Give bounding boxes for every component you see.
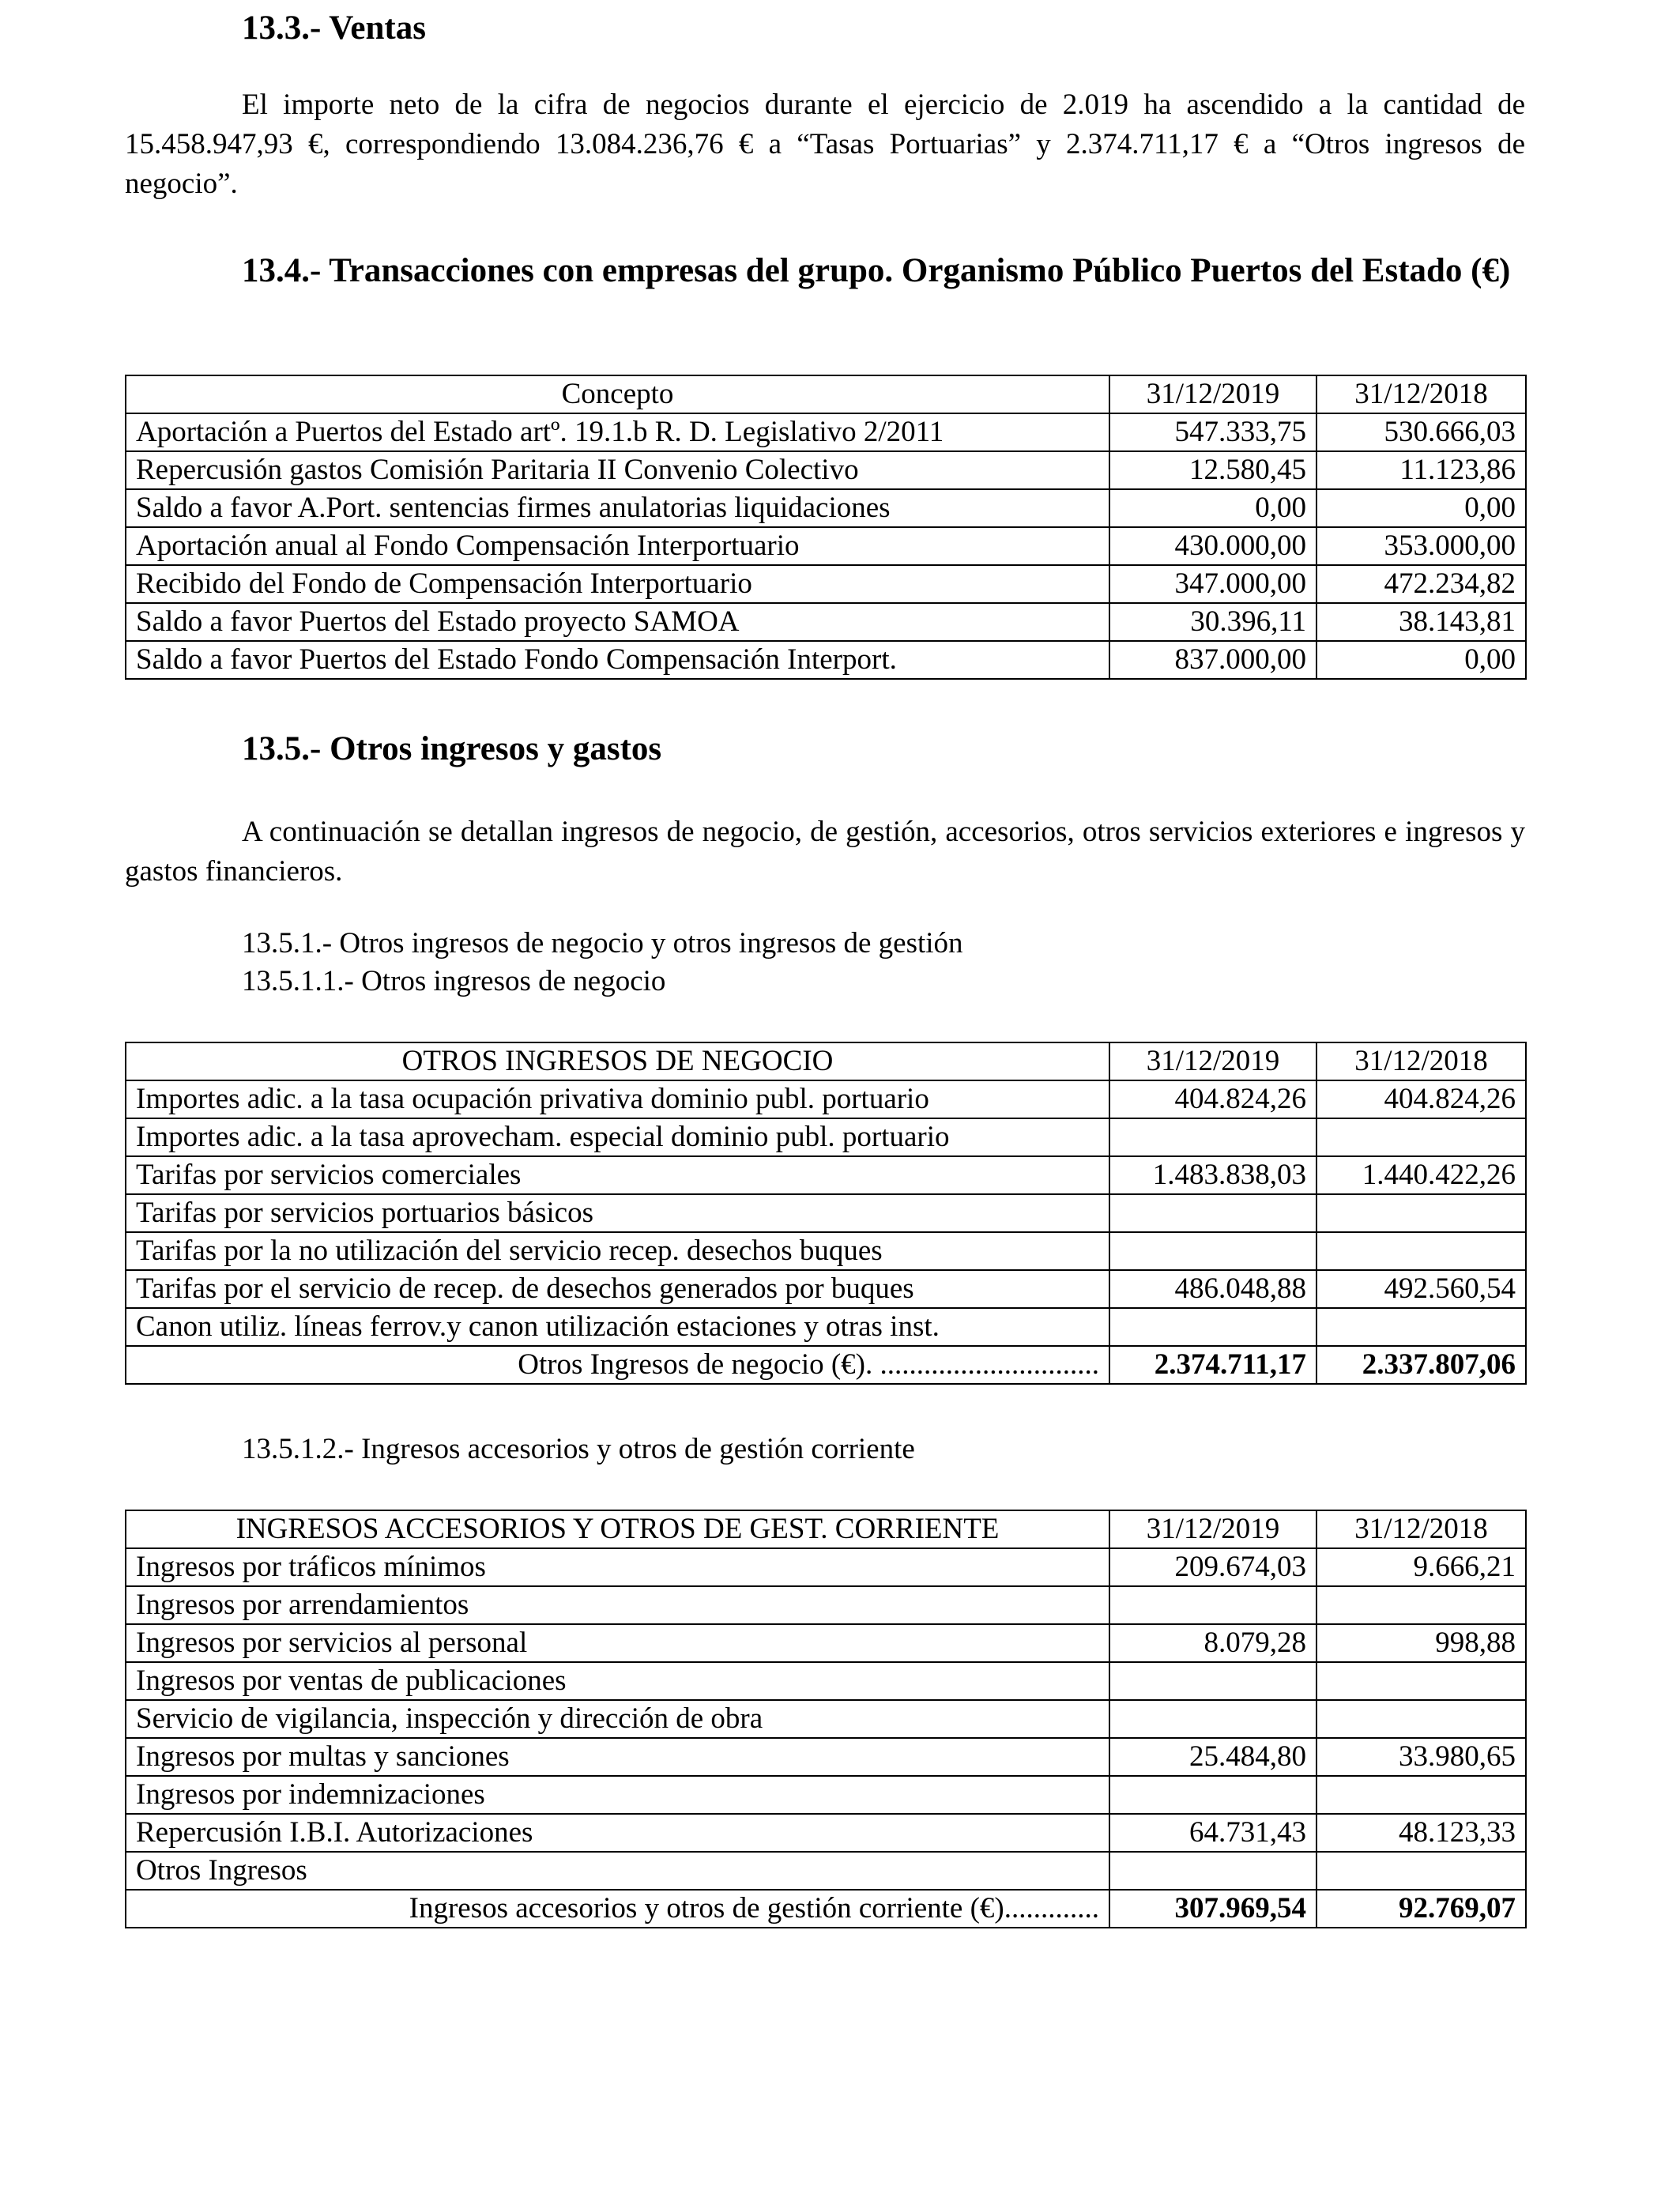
row-value-2019: 347.000,00 [1109, 565, 1317, 603]
row-value-2018 [1317, 1232, 1526, 1270]
row-value-2019: 1.483.838,03 [1109, 1156, 1317, 1194]
table-row [126, 1194, 1526, 1232]
row-value-2018 [1317, 1308, 1526, 1346]
transacciones-table [125, 375, 1527, 680]
row-value-2019: 12.580,45 [1109, 451, 1317, 489]
row-value-2019: 209.674,03 [1109, 1548, 1317, 1586]
row-value-2018: 9.666,21 [1317, 1548, 1526, 1586]
row-value-2019 [1109, 1118, 1317, 1156]
row-value-2018: 11.123,86 [1317, 451, 1526, 489]
row-value-2019: 404.824,26 [1109, 1080, 1317, 1118]
header-2018: 31/12/2018 [1317, 1510, 1526, 1548]
table-header-row [126, 1042, 1526, 1080]
row-value-2018: 492.560,54 [1317, 1270, 1526, 1308]
section-title-ventas: 13.3.- Ventas [242, 9, 426, 47]
row-concept: Ingresos por multas y sanciones [126, 1738, 1109, 1776]
row-value-2018: 33.980,65 [1317, 1738, 1526, 1776]
row-concept: Aportación a Puertos del Estado artº. 19.1.b R. D. Legislativo 2/2011 [126, 413, 1109, 451]
otros-ingresos-negocio-table [125, 1042, 1527, 1385]
table-row [126, 489, 1526, 527]
total-label: Otros Ingresos de negocio (€). .............................. [126, 1346, 1109, 1384]
table-row [126, 451, 1526, 489]
table-row [126, 1156, 1526, 1194]
row-value-2019: 430.000,00 [1109, 527, 1317, 565]
row-value-2019: 486.048,88 [1109, 1270, 1317, 1308]
row-concept: Tarifas por servicios comerciales [126, 1156, 1109, 1194]
header-concepto: OTROS INGRESOS DE NEGOCIO [126, 1042, 1109, 1080]
row-value-2018 [1317, 1586, 1526, 1624]
section-title-transacciones: 13.4.- Transacciones con empresas del grupo. Organismo Público Puertos del Estado (€) [242, 252, 1511, 289]
table-row [126, 1776, 1526, 1814]
row-value-2019 [1109, 1662, 1317, 1700]
row-value-2019 [1109, 1586, 1317, 1624]
total-value-2019: 2.374.711,17 [1109, 1346, 1317, 1384]
row-concept: Importes adic. a la tasa ocupación privativa dominio publ. portuario [126, 1080, 1109, 1118]
table-row [126, 1308, 1526, 1346]
row-concept: Tarifas por la no utilización del servicio recep. desechos buques [126, 1232, 1109, 1270]
header-2018: 31/12/2018 [1317, 1042, 1526, 1080]
header-concepto: Concepto [126, 375, 1109, 413]
ventas-paragraph: El importe neto de la cifra de negocios durante el ejercicio de 2.019 ha ascendido a la cantidad de 15.458.947,93 €, correspondiendo 13.084.236,76 € a “Tasas Portuarias” y 2.374.711,17 € a “Otros ingresos de negocio”. [125, 89, 1525, 200]
total-value-2018: 2.337.807,06 [1317, 1346, 1526, 1384]
row-value-2018: 0,00 [1317, 489, 1526, 527]
table-row [126, 1700, 1526, 1738]
table-row [126, 413, 1526, 451]
section-title-otros-ingresos-gastos: 13.5.- Otros ingresos y gastos [242, 730, 662, 767]
row-concept: Repercusión I.B.I. Autorizaciones [126, 1814, 1109, 1852]
row-value-2018 [1317, 1194, 1526, 1232]
subsection-title-13-5-1-1: 13.5.1.1.- Otros ingresos de negocio [242, 965, 666, 997]
table-row [126, 1624, 1526, 1662]
table-row [126, 1852, 1526, 1890]
otros-paragraph: A continuación se detallan ingresos de negocio, de gestión, accesorios, otros servicios exteriores e ingresos y gastos financieros. [125, 816, 1525, 888]
total-label: Ingresos accesorios y otros de gestión corriente (€)............. [126, 1890, 1109, 1928]
row-concept: Aportación anual al Fondo Compensación Interportuario [126, 527, 1109, 565]
row-value-2019 [1109, 1232, 1317, 1270]
table-row [126, 1118, 1526, 1156]
row-value-2018: 38.143,81 [1317, 603, 1526, 641]
table-row [126, 1232, 1526, 1270]
row-value-2019 [1109, 1776, 1317, 1814]
row-concept: Saldo a favor Puertos del Estado Fondo Compensación Interport. [126, 641, 1109, 679]
row-concept: Canon utiliz. líneas ferrov.y canon utilización estaciones y otras inst. [126, 1308, 1109, 1346]
header-concepto: INGRESOS ACCESORIOS Y OTROS DE GEST. CORRIENTE [126, 1510, 1109, 1548]
row-concept: Tarifas por el servicio de recep. de desechos generados por buques [126, 1270, 1109, 1308]
header-2019: 31/12/2019 [1109, 1510, 1317, 1548]
row-value-2018 [1317, 1662, 1526, 1700]
subsection-title-13-5-1: 13.5.1.- Otros ingresos de negocio y otros ingresos de gestión [242, 927, 963, 959]
row-value-2018: 404.824,26 [1317, 1080, 1526, 1118]
row-value-2019 [1109, 1700, 1317, 1738]
row-concept: Repercusión gastos Comisión Paritaria II Convenio Colectivo [126, 451, 1109, 489]
table-total-row [126, 1890, 1526, 1928]
row-concept: Saldo a favor Puertos del Estado proyecto SAMOA [126, 603, 1109, 641]
table-row [126, 1814, 1526, 1852]
table-total-row [126, 1346, 1526, 1384]
row-value-2018 [1317, 1118, 1526, 1156]
total-value-2018: 92.769,07 [1317, 1890, 1526, 1928]
row-concept: Importes adic. a la tasa aprovecham. especial dominio publ. portuario [126, 1118, 1109, 1156]
row-concept: Saldo a favor A.Port. sentencias firmes anulatorias liquidaciones [126, 489, 1109, 527]
row-value-2019 [1109, 1852, 1317, 1890]
table-row [126, 1270, 1526, 1308]
ingresos-accesorios-table [125, 1510, 1527, 1928]
header-2019: 31/12/2019 [1109, 1042, 1317, 1080]
row-concept: Ingresos por arrendamientos [126, 1586, 1109, 1624]
row-value-2018: 1.440.422,26 [1317, 1156, 1526, 1194]
row-concept: Otros Ingresos [126, 1852, 1109, 1890]
row-value-2019 [1109, 1308, 1317, 1346]
table-row [126, 641, 1526, 679]
row-value-2018: 530.666,03 [1317, 413, 1526, 451]
row-value-2018: 48.123,33 [1317, 1814, 1526, 1852]
row-concept: Recibido del Fondo de Compensación Interportuario [126, 565, 1109, 603]
row-concept: Tarifas por servicios portuarios básicos [126, 1194, 1109, 1232]
row-value-2019: 547.333,75 [1109, 413, 1317, 451]
row-value-2018 [1317, 1852, 1526, 1890]
header-2018: 31/12/2018 [1317, 375, 1526, 413]
table-header-row [126, 375, 1526, 413]
row-value-2018: 353.000,00 [1317, 527, 1526, 565]
subsection-title-13-5-1-2: 13.5.1.2.- Ingresos accesorios y otros de gestión corriente [242, 1433, 915, 1465]
row-value-2019: 837.000,00 [1109, 641, 1317, 679]
table-row [126, 603, 1526, 641]
row-value-2018 [1317, 1776, 1526, 1814]
total-value-2019: 307.969,54 [1109, 1890, 1317, 1928]
table-row [126, 1738, 1526, 1776]
row-value-2019: 30.396,11 [1109, 603, 1317, 641]
row-concept: Ingresos por servicios al personal [126, 1624, 1109, 1662]
row-concept: Ingresos por indemnizaciones [126, 1776, 1109, 1814]
row-value-2018 [1317, 1700, 1526, 1738]
row-value-2018: 0,00 [1317, 641, 1526, 679]
row-value-2018: 472.234,82 [1317, 565, 1526, 603]
table-row [126, 1662, 1526, 1700]
row-value-2019: 25.484,80 [1109, 1738, 1317, 1776]
table-header-row [126, 1510, 1526, 1548]
row-concept: Ingresos por ventas de publicaciones [126, 1662, 1109, 1700]
row-value-2019: 64.731,43 [1109, 1814, 1317, 1852]
row-value-2019 [1109, 1194, 1317, 1232]
row-concept: Servicio de vigilancia, inspección y dirección de obra [126, 1700, 1109, 1738]
row-value-2019: 0,00 [1109, 489, 1317, 527]
row-value-2019: 8.079,28 [1109, 1624, 1317, 1662]
table-row [126, 565, 1526, 603]
table-row [126, 1080, 1526, 1118]
row-value-2018: 998,88 [1317, 1624, 1526, 1662]
table-row [126, 1548, 1526, 1586]
header-2019: 31/12/2019 [1109, 375, 1317, 413]
row-concept: Ingresos por tráficos mínimos [126, 1548, 1109, 1586]
table-row [126, 527, 1526, 565]
table-row [126, 1586, 1526, 1624]
